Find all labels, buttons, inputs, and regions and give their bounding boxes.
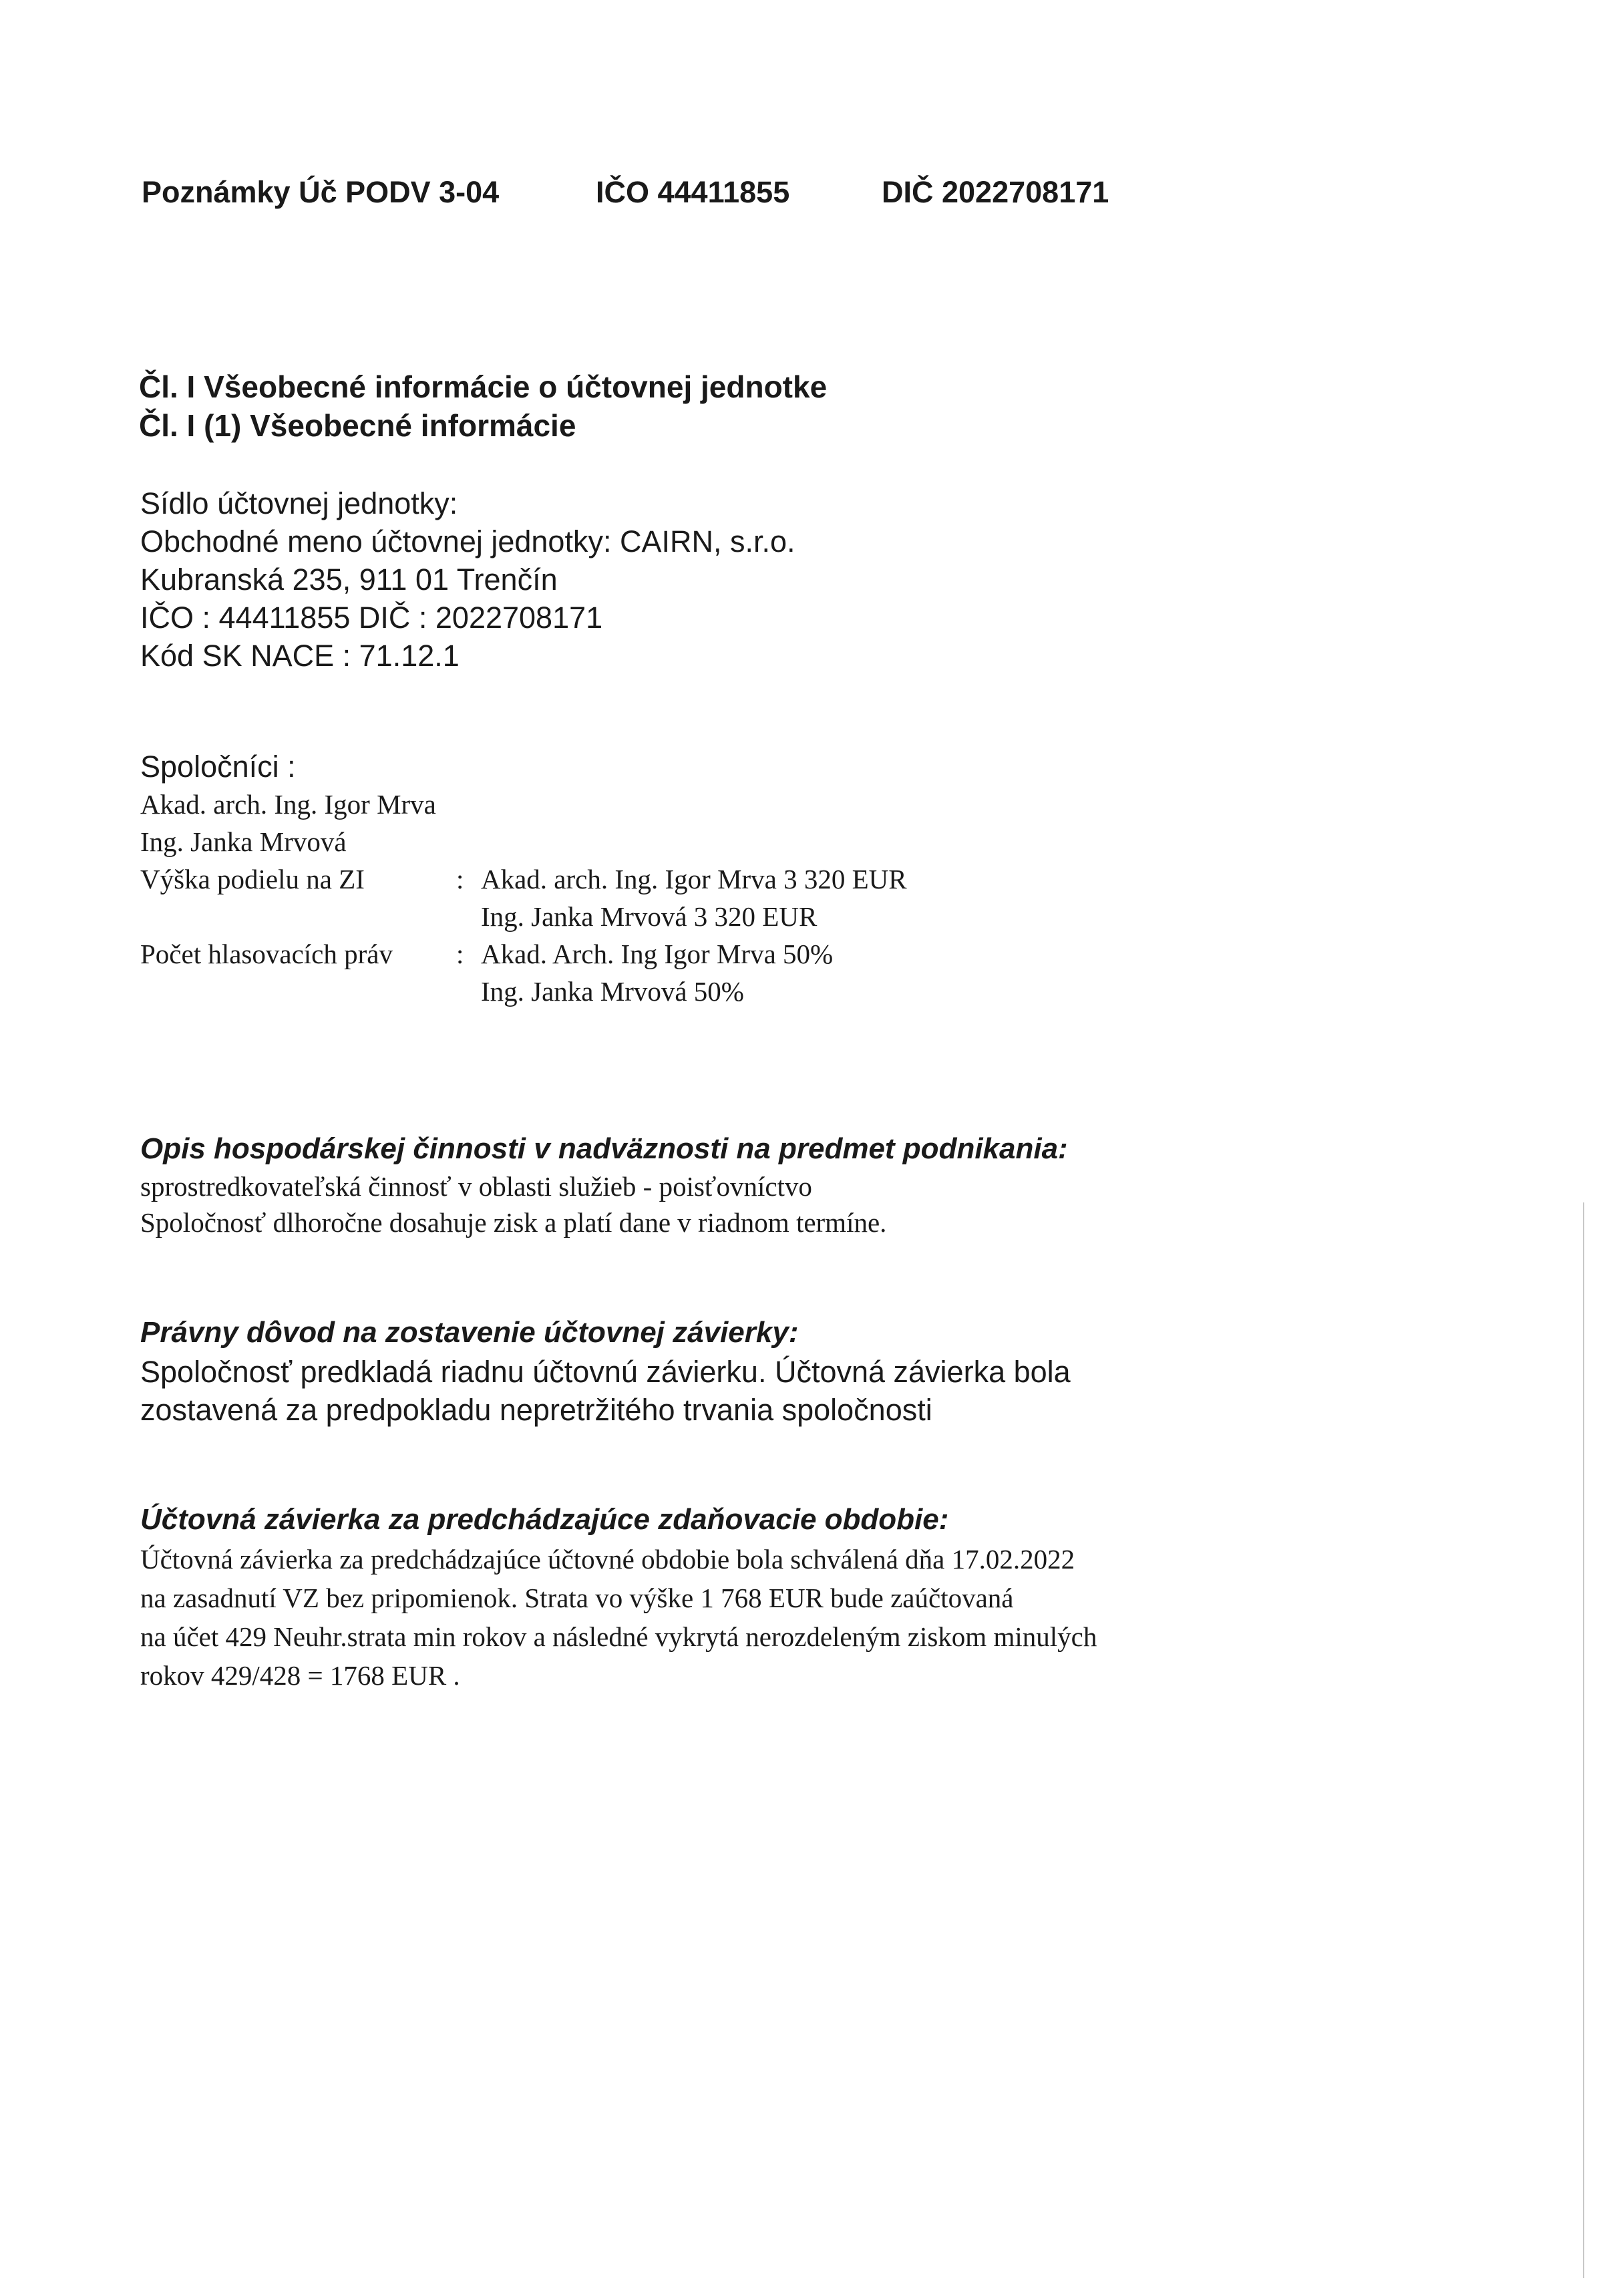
header-notes-ref: Poznámky Úč PODV 3-04 bbox=[142, 175, 500, 209]
header-ico: IČO 44411855 bbox=[596, 175, 790, 209]
previous-period-line-2: na zasadnutí VZ bez pripomienok. Strata vo výške 1 768 EUR bude zaúčtovaná bbox=[140, 1583, 1014, 1613]
activity-line-2: Spoločnosť dlhoročne dosahuje zisk a platí dane v riadnom termíne. bbox=[140, 1207, 887, 1238]
votes-partner-1: Akad. Arch. Ing Igor Mrva 50% bbox=[481, 939, 834, 969]
legal-line-2: zostavená za predpokladu nepretržitého trvania spoločnosti bbox=[140, 1393, 932, 1427]
partner-2: Ing. Janka Mrvová bbox=[140, 826, 347, 857]
legal-line-1: Spoločnosť predkladá riadnu účtovnú závierku. Účtovná závierka bola bbox=[140, 1355, 1071, 1389]
activity-line-1: sprostredkovateľská činnosť v oblasti služieb - poisťovníctvo bbox=[140, 1171, 812, 1202]
previous-period-line-3: na účet 429 Neuhr.strata min rokov a následné vykrytá nerozdeleným ziskom minulých bbox=[140, 1621, 1097, 1652]
votes-partner-2: Ing. Janka Mrvová 50% bbox=[481, 976, 744, 1007]
share-colon: : bbox=[456, 864, 464, 894]
previous-period-line-1: Účtovná závierka za predchádzajúce účtovné obdobie bola schválená dňa 17.02.2022 bbox=[140, 1544, 1075, 1575]
previous-period-heading: Účtovná závierka za predchádzajúce zdaňovacie obdobie: bbox=[140, 1503, 949, 1536]
share-label: Výška podielu na ZI bbox=[140, 864, 365, 894]
ids-line: IČO : 44411855 DIČ : 2022708171 bbox=[140, 601, 603, 635]
votes-label: Počet hlasovacích práv bbox=[140, 939, 393, 969]
share-partner-2: Ing. Janka Mrvová 3 320 EUR bbox=[481, 901, 818, 932]
seat-label: Sídlo účtovnej jednotky: bbox=[140, 486, 458, 520]
nace-line: Kód SK NACE : 71.12.1 bbox=[140, 639, 460, 673]
scan-edge-line bbox=[1583, 1202, 1584, 2278]
votes-colon: : bbox=[456, 939, 464, 969]
header-dic: DIČ 2022708171 bbox=[882, 175, 1109, 209]
address-line: Kubranská 235, 911 01 Trenčín bbox=[140, 562, 558, 597]
legal-heading: Právny dôvod na zostavenie účtovnej závierky: bbox=[140, 1316, 799, 1349]
section-title-general: Čl. I Všeobecné informácie o účtovnej jednotke bbox=[139, 369, 828, 404]
section-title-general-info: Čl. I (1) Všeobecné informácie bbox=[139, 408, 576, 443]
partners-label: Spoločníci : bbox=[140, 750, 296, 784]
business-name-line: Obchodné meno účtovnej jednotky: CAIRN, s.r.o. bbox=[140, 524, 795, 558]
partner-1: Akad. arch. Ing. Igor Mrva bbox=[140, 789, 436, 820]
activity-heading: Opis hospodárskej činnosti v nadväznosti na predmet podnikania: bbox=[140, 1132, 1068, 1165]
previous-period-line-4: rokov 429/428 = 1768 EUR . bbox=[140, 1660, 460, 1691]
share-partner-1: Akad. arch. Ing. Igor Mrva 3 320 EUR bbox=[481, 864, 907, 894]
